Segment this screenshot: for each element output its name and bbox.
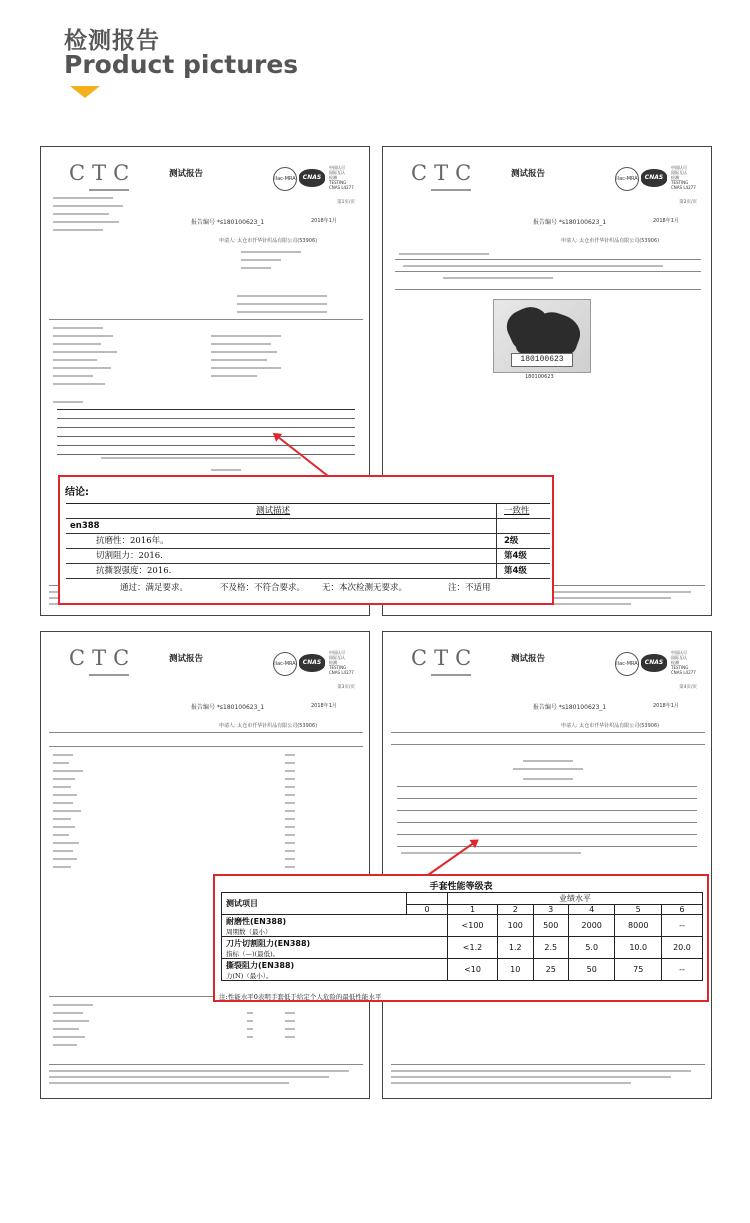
row-name: 刀片切割阻力(EN388) — [226, 938, 311, 948]
performance-callout — [213, 874, 709, 1002]
table-row — [66, 549, 550, 564]
row-value: 10.0 — [615, 937, 662, 959]
table-row — [66, 564, 550, 579]
applicant: 申请人: 太仓市仟华针织品有限公司(53906) — [561, 723, 660, 729]
page-number: 第2页/页 — [679, 200, 697, 205]
ctc-logo: CTC — [69, 646, 137, 670]
page-number: 第3页/页 — [337, 685, 355, 690]
table-row — [222, 937, 703, 959]
applicant: 申请人: 太仓市仟华针织品有限公司(53906) — [219, 238, 318, 244]
report-title: 测试报告 — [511, 169, 546, 179]
report-title: 测试报告 — [169, 169, 204, 179]
table-row — [222, 959, 703, 981]
row-unit: 指标（—)(最低)。 — [226, 949, 280, 958]
row-value: <100 — [448, 915, 498, 937]
row-value: 2.5 — [533, 937, 568, 959]
performance-note: 注:性能水平0表明手套低于给定个人危险的最低性能水平 — [219, 993, 382, 1001]
test-item: 抗撕裂强度：2016. — [96, 566, 172, 576]
report-title: 测试报告 — [169, 654, 204, 664]
cnas-logo: CNAS — [299, 169, 325, 187]
conclusion-table-small — [57, 409, 355, 455]
cnas-caption: 中国认可 国际互认 检测 TESTING CNAS L4277 — [329, 165, 354, 190]
level-header: 3 — [533, 905, 568, 915]
level-header: 4 — [568, 905, 615, 915]
table-row — [66, 534, 550, 549]
performance-table — [221, 892, 703, 981]
report-number: 报告编号 *s180100623_1 — [533, 704, 607, 711]
down-arrow-icon — [70, 86, 100, 98]
level-header: 5 — [615, 905, 662, 915]
row-value: -- — [661, 959, 702, 981]
test-item: 抗磨性：2016年。 — [96, 536, 169, 546]
report-date: 2018年1月 — [311, 218, 337, 224]
row-value: <1.2 — [448, 937, 498, 959]
col-performance-level: 业绩水平 — [448, 893, 703, 905]
row-value: 75 — [615, 959, 662, 981]
cnas-caption: 中国认可 国际互认 检测 TESTING CNAS L4277 — [329, 650, 354, 675]
col-test-item: 测试项目 — [222, 893, 407, 915]
ilac-mra-logo: ilac-MRA — [273, 167, 297, 191]
level-header: 0 — [407, 905, 448, 915]
col-test-description: 测试描述 — [256, 506, 291, 516]
report-date: 2018年1月 — [653, 218, 679, 224]
standard-name: en388 — [70, 521, 100, 531]
ctc-logo: CTC — [411, 161, 479, 185]
report-number: 报告编号 *s180100623_1 — [191, 704, 265, 711]
legend-note: 注：不适用 — [448, 583, 491, 593]
row-name: 耐磨性(EN388) — [226, 916, 287, 926]
ctc-logo: CTC — [411, 646, 479, 670]
section-title-cn: 检测报告 — [64, 28, 160, 54]
row-name: 撕裂阻力(EN388) — [226, 960, 295, 970]
row-value: -- — [661, 915, 702, 937]
applicant: 申请人: 太仓市仟华针织品有限公司(53906) — [219, 723, 318, 729]
level-header: 1 — [448, 905, 498, 915]
row-value: 8000 — [615, 915, 662, 937]
conclusion-callout — [58, 475, 554, 605]
row-value: 20.0 — [661, 937, 702, 959]
legend-pass: 通过：满足要求。 — [120, 583, 189, 593]
legend-fail: 不及格：不符合要求。 — [220, 583, 306, 593]
cnas-caption: 中国认可 国际互认 检测 TESTING CNAS L4277 — [671, 650, 696, 675]
test-result: 第4级 — [504, 551, 527, 561]
legend-none: 无：本次检测无要求。 — [322, 583, 408, 593]
report-number: 报告编号 *s180100623_1 — [191, 219, 265, 226]
row-unit: 周期数（最小） — [226, 927, 272, 936]
report-number: 报告编号 *s180100623_1 — [533, 219, 607, 226]
level-header: 2 — [498, 905, 533, 915]
row-value: 500 — [533, 915, 568, 937]
row-value: 25 — [533, 959, 568, 981]
page-number: 第4页/页 — [679, 685, 697, 690]
cnas-logo: CNAS — [299, 654, 325, 672]
performance-title: 手套性能等级表 — [429, 882, 493, 892]
report-date: 2018年1月 — [653, 703, 679, 709]
cnas-caption: 中国认可 国际互认 检测 TESTING CNAS L4277 — [671, 165, 696, 190]
row-value: <10 — [448, 959, 498, 981]
table-row — [222, 915, 703, 937]
applicant: 申请人: 太仓市仟华针织品有限公司(53906) — [561, 238, 660, 244]
row-value: 1.2 — [498, 937, 533, 959]
report-date: 2018年1月 — [311, 703, 337, 709]
row-value: 5.0 — [568, 937, 615, 959]
test-result: 第4级 — [504, 566, 527, 576]
ilac-mra-logo: ilac-MRA — [615, 167, 639, 191]
row-value: 100 — [498, 915, 533, 937]
row-value: 50 — [568, 959, 615, 981]
level-header: 6 — [661, 905, 702, 915]
photo-caption: 180100623 — [525, 374, 554, 380]
conclusion-title: 结论: — [65, 487, 89, 498]
conclusion-table — [66, 503, 550, 579]
row-value: 10 — [498, 959, 533, 981]
report-page-3 — [40, 631, 370, 1099]
row-unit: 力(N)（最小）。 — [226, 971, 273, 980]
section-title-en: Product pictures — [64, 50, 299, 79]
cnas-logo: CNAS — [641, 654, 667, 672]
test-result: 2级 — [504, 536, 519, 546]
test-item: 切割阻力：2016. — [96, 551, 163, 561]
col-conformity: 一致性 — [504, 506, 530, 516]
page-number: 第1页/页 — [337, 200, 355, 205]
row-value: 2000 — [568, 915, 615, 937]
cnas-logo: CNAS — [641, 169, 667, 187]
ilac-mra-logo: ilac-MRA — [615, 652, 639, 676]
sample-id-tag: 180100623 — [511, 353, 573, 367]
report-title: 测试报告 — [511, 654, 546, 664]
report-page-4 — [382, 631, 712, 1099]
ctc-logo: CTC — [69, 161, 137, 185]
ilac-mra-logo: ilac-MRA — [273, 652, 297, 676]
